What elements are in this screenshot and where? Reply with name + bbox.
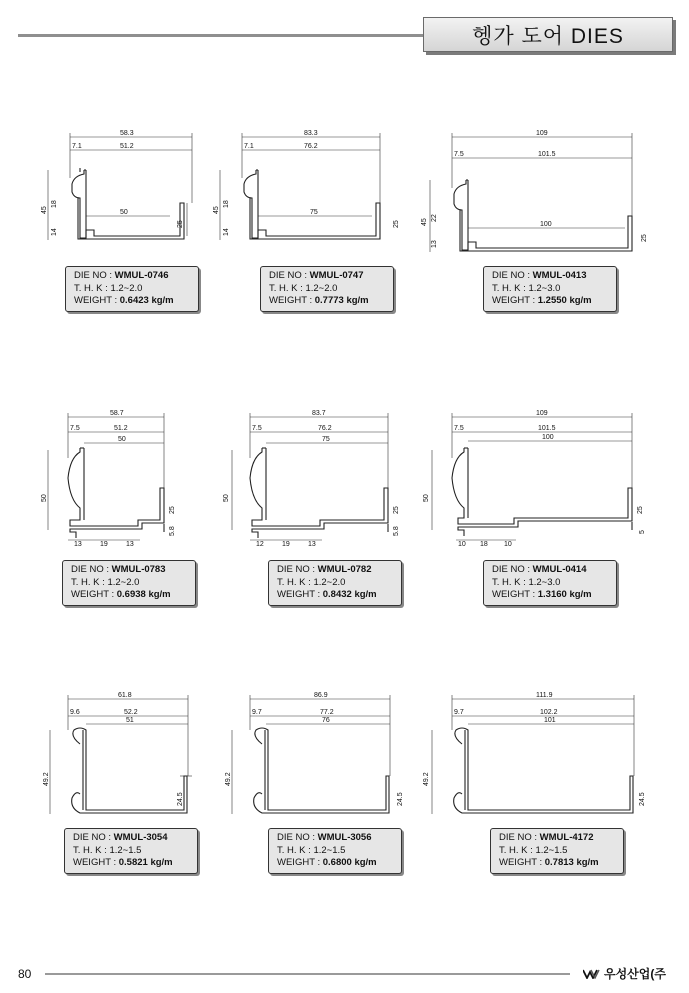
dim-inner2: 50 (118, 436, 126, 443)
dim-b2: 19 (100, 541, 108, 548)
dim-h-lower: 14 (223, 228, 230, 236)
dim-lip: 9.7 (454, 709, 464, 716)
thk-value: 1.2~2.0 (313, 576, 346, 588)
dim-right: 25 (169, 506, 176, 514)
footer-rule (45, 973, 570, 975)
weight-value: 0.6800 kg/m (322, 857, 377, 868)
die-no-value: WMUL-3056 (317, 832, 372, 843)
die-no-label: DIE NO : (492, 564, 531, 575)
die-no-label: DIE NO : (269, 270, 308, 281)
dim-height: 50 (423, 494, 430, 502)
thk-value: 1.2~2.0 (110, 282, 143, 294)
dim-overall: 86.9 (314, 692, 328, 699)
die-block (212, 128, 432, 388)
weight-value: 0.7813 kg/m (544, 857, 599, 868)
die-no-label: DIE NO : (71, 564, 110, 575)
die-info-box (64, 828, 198, 874)
thk-label: T. H. K : (269, 282, 303, 294)
dim-b1: 12 (256, 541, 264, 548)
die-no-label: DIE NO : (74, 270, 113, 281)
die-info-box (268, 560, 402, 606)
dim-height: 49.2 (225, 772, 232, 786)
weight-value: 0.6938 kg/m (116, 589, 171, 600)
thk-label: T. H. K : (499, 844, 533, 856)
die-info-box (483, 560, 617, 606)
dim-b3: 10 (504, 541, 512, 548)
dim-b2: 18 (480, 541, 488, 548)
weight-value: 0.8432 kg/m (322, 589, 377, 600)
dim-lip: 7.5 (70, 425, 80, 432)
thk-label: T. H. K : (492, 576, 526, 588)
thk-label: T. H. K : (277, 844, 311, 856)
dim-inner2: 75 (322, 436, 330, 443)
weight-label: WEIGHT : (277, 857, 321, 868)
die-no-value: WMUL-0782 (317, 564, 372, 575)
dim-right: 24.5 (177, 792, 184, 806)
dim-lip: 7.5 (252, 425, 262, 432)
die-info-box (62, 560, 196, 606)
weight-label: WEIGHT : (492, 295, 536, 306)
dim-base: 100 (540, 221, 552, 228)
thk-label: T. H. K : (492, 282, 526, 294)
dim-lip: 7.5 (454, 151, 464, 158)
dim-inner2: 100 (542, 434, 554, 441)
dim-right: 25 (177, 220, 184, 228)
die-no-label: DIE NO : (277, 564, 316, 575)
dim-height: 50 (41, 494, 48, 502)
dim-b3: 13 (126, 541, 134, 548)
weight-value: 1.3160 kg/m (537, 589, 592, 600)
die-info-box (268, 828, 402, 874)
thk-value: 1.2~2.0 (305, 282, 338, 294)
die-no-label: DIE NO : (499, 832, 538, 843)
die-no-value: WMUL-0413 (532, 270, 587, 281)
dim-overall: 61.8 (118, 692, 132, 699)
dim-lip: 7.5 (454, 425, 464, 432)
profile-drawing (212, 128, 432, 278)
thk-value: 1.2~3.0 (528, 282, 561, 294)
dim-inner: 101.5 (538, 425, 556, 432)
dim-inner: 51.2 (114, 425, 128, 432)
dim-overall: 83.7 (312, 410, 326, 417)
dim-height: 45 (41, 206, 48, 214)
dim-height: 45 (213, 206, 220, 214)
dim-overall: 111.9 (536, 692, 553, 699)
dim-b3: 13 (308, 541, 316, 548)
die-block (420, 690, 646, 950)
dim-overall: 83.3 (304, 130, 318, 137)
dim-h-upper: 22 (431, 214, 438, 222)
die-block (420, 408, 646, 668)
profile-drawing (222, 690, 442, 830)
header-rule (18, 34, 438, 37)
die-no-label: DIE NO : (73, 832, 112, 843)
dim-h-lower: 14 (51, 228, 58, 236)
page-title: 헹가 도어 DIES (423, 17, 673, 52)
dim-inner: 102.2 (540, 709, 558, 716)
thk-value: 1.2~1.5 (109, 844, 142, 856)
die-no-value: WMUL-0414 (532, 564, 587, 575)
dim-inner: 76.2 (318, 425, 332, 432)
weight-label: WEIGHT : (74, 295, 118, 306)
thk-value: 1.2~1.5 (313, 844, 346, 856)
profile-drawing (420, 690, 660, 830)
dim-height: 50 (223, 494, 230, 502)
dim-overall: 109 (536, 130, 548, 137)
dim-inner2: 101 (544, 717, 556, 724)
weight-label: WEIGHT : (71, 589, 115, 600)
dim-right: 24.5 (639, 792, 646, 806)
dim-inner: 77.2 (320, 709, 334, 716)
dim-inner2: 51 (126, 717, 134, 724)
dim-right: 25 (393, 506, 400, 514)
dim-h-upper: 18 (223, 200, 230, 208)
dim-base: 75 (310, 209, 318, 216)
weight-value: 0.7773 kg/m (314, 295, 369, 306)
die-block (222, 690, 442, 950)
dim-inner: 76.2 (304, 143, 318, 150)
thk-value: 1.2~3.0 (528, 576, 561, 588)
weight-label: WEIGHT : (73, 857, 117, 868)
profile-drawing (420, 408, 660, 558)
die-info-box (490, 828, 624, 874)
thk-label: T. H. K : (71, 576, 105, 588)
dim-lip: 9.6 (70, 709, 80, 716)
thk-label: T. H. K : (74, 282, 108, 294)
die-no-value: WMUL-0747 (309, 270, 364, 281)
thk-value: 1.2~1.5 (535, 844, 568, 856)
dim-height: 49.2 (43, 772, 50, 786)
die-no-value: WMUL-3054 (113, 832, 168, 843)
die-no-value: WMUL-4172 (539, 832, 594, 843)
weight-value: 1.2550 kg/m (537, 295, 592, 306)
company-logo-icon (583, 969, 601, 979)
thk-label: T. H. K : (277, 576, 311, 588)
profile-drawing (420, 128, 660, 278)
die-info-box (65, 266, 199, 312)
dim-h-upper: 18 (51, 200, 58, 208)
dim-b1: 13 (74, 541, 82, 548)
dim-step: 5.8 (169, 526, 176, 536)
die-no-label: DIE NO : (492, 270, 531, 281)
die-info-box (483, 266, 617, 312)
company-mark (583, 965, 666, 982)
dim-lip: 9.7 (252, 709, 262, 716)
dim-base: 50 (120, 209, 128, 216)
dim-inner2: 76 (322, 717, 330, 724)
dim-height: 45 (421, 218, 428, 226)
thk-label: T. H. K : (73, 844, 107, 856)
dim-overall: 58.3 (120, 130, 134, 137)
dim-right: 25 (637, 506, 644, 514)
dim-b2: 19 (282, 541, 290, 548)
thk-value: 1.2~2.0 (107, 576, 140, 588)
dim-overall: 109 (536, 410, 548, 417)
die-block (420, 128, 648, 388)
dim-height: 49.2 (423, 772, 430, 786)
page-number: 80 (18, 967, 32, 981)
dim-step: 5.8 (393, 526, 400, 536)
dim-h-lower: 13 (431, 240, 438, 248)
die-info-box (260, 266, 394, 312)
dim-lip: 7.1 (244, 143, 254, 150)
dim-right: 25 (641, 234, 648, 242)
weight-label: WEIGHT : (277, 589, 321, 600)
dim-inner: 52.2 (124, 709, 138, 716)
weight-label: WEIGHT : (492, 589, 536, 600)
die-block (222, 408, 442, 668)
die-no-value: WMUL-0783 (111, 564, 166, 575)
die-no-label: DIE NO : (277, 832, 316, 843)
dim-lip: 7.1 (72, 143, 82, 150)
dim-right: 24.5 (397, 792, 404, 806)
dim-inner: 101.5 (538, 151, 556, 158)
dim-b1: 10 (458, 541, 466, 548)
dim-inner: 51.2 (120, 143, 134, 150)
company-name: 우성산업(주 (604, 967, 666, 981)
weight-label: WEIGHT : (499, 857, 543, 868)
weight-value: 0.5821 kg/m (118, 857, 173, 868)
dim-step: 5 (639, 530, 646, 534)
die-no-value: WMUL-0746 (114, 270, 169, 281)
dim-overall: 58.7 (110, 410, 124, 417)
profile-drawing (222, 408, 442, 558)
dim-right: 25 (393, 220, 400, 228)
weight-value: 0.6423 kg/m (119, 295, 174, 306)
weight-label: WEIGHT : (269, 295, 313, 306)
